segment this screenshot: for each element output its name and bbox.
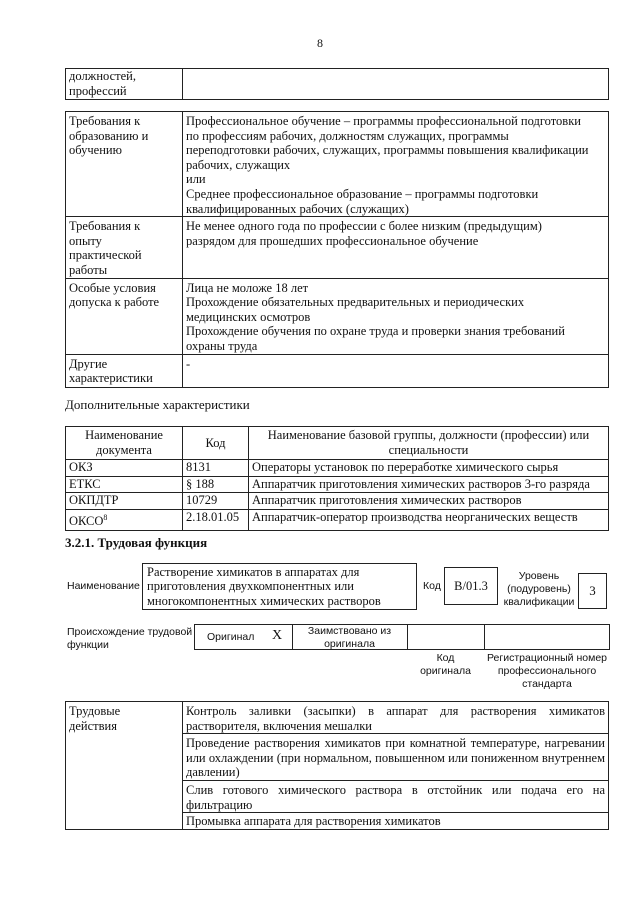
- labor-function-heading: 3.2.1. Трудовая функция: [65, 535, 208, 550]
- row-label-line: Требования к: [69, 114, 141, 128]
- labor-action-item: Слив готового химического раствора в отстойник или подача его на фильтрацию: [183, 781, 609, 813]
- row-label-line: Другие: [69, 356, 108, 371]
- original-mark: X: [272, 628, 283, 643]
- row-value: [183, 278, 609, 354]
- row-label: [66, 69, 183, 100]
- row-label-line: обучению: [69, 143, 122, 158]
- row-value: [183, 112, 609, 217]
- header-line: Наименование: [85, 428, 163, 443]
- row-label-line: профессий: [69, 83, 127, 98]
- qualification-level-box: 3: [578, 573, 607, 609]
- row-label-line: должностей,: [69, 69, 136, 83]
- table-header-row: [66, 427, 609, 460]
- table-row: [66, 460, 609, 477]
- row-label-line: образованию и: [69, 128, 149, 143]
- function-name-box: [142, 563, 417, 610]
- row-label-line: работы: [69, 262, 108, 277]
- table-row: [66, 476, 609, 493]
- function-name-line: Растворение химикатов в аппаратах для: [147, 565, 360, 579]
- origin-row: [194, 624, 484, 650]
- cell-code: § 188: [183, 476, 249, 493]
- row-value: [183, 354, 609, 387]
- value-line: квалифицированных рабочих (служащих): [186, 201, 409, 216]
- registration-number-label-line: Регистрационный номер: [487, 652, 607, 664]
- table-row: [66, 354, 609, 387]
- registration-number-cell: [484, 624, 610, 650]
- cell-code: 8131: [183, 460, 249, 477]
- borrowed-label-line: оригинала: [324, 638, 375, 650]
- cell-code: 10729: [183, 493, 249, 510]
- function-name-line: приготовления двухкомпонентных или: [147, 579, 354, 594]
- requirements-table: [65, 111, 609, 388]
- row-label-line: Требования к: [69, 219, 141, 234]
- borrowed-cell: [292, 625, 408, 649]
- value-line: Не менее одного года по профессии с более низким (предыдущим): [186, 219, 542, 234]
- table-row: [66, 69, 609, 100]
- origin-label: [67, 626, 192, 652]
- original-label: Оригинал: [207, 631, 255, 643]
- row-value: [183, 69, 609, 100]
- level-label-line: (подуровень): [507, 583, 571, 595]
- value-line: Среднее профессиональное образование – программы подготовки: [186, 186, 539, 201]
- column-header-document: [66, 427, 183, 460]
- borrowed-label-line: Заимствовано из: [307, 625, 392, 637]
- value-line: Лица не моложе 18 лет: [186, 280, 309, 295]
- labor-actions-table: [65, 701, 609, 830]
- original-code-label-line: Код: [436, 652, 455, 664]
- registration-number-label: [484, 652, 610, 691]
- table-row: [66, 112, 609, 217]
- column-header-code: Код: [183, 427, 249, 460]
- value-line: по профессиям рабочих, должностям служащих, программы: [186, 128, 509, 143]
- function-name-line: многокомпонентных химических растворов: [147, 593, 381, 608]
- registration-number-label-line: профессионального: [497, 665, 597, 677]
- table-row: [66, 509, 609, 530]
- row-label: [66, 112, 183, 217]
- labor-action-item: Контроль заливки (засыпки) в аппарат для растворения химикатов растворителя, включения мешалки: [183, 702, 609, 734]
- value-line: разрядом для прошедших профессиональное обучение: [186, 233, 479, 248]
- labor-action-item: Промывка аппарата для растворения химикатов: [183, 813, 609, 830]
- footnote-mark: 8: [103, 512, 108, 522]
- header-line: специальности: [388, 443, 469, 457]
- additional-characteristics-heading: Дополнительные характеристики: [65, 397, 250, 412]
- original-code-cell: [407, 625, 482, 649]
- table-row: [66, 217, 609, 278]
- additional-characteristics-table: [65, 426, 609, 531]
- value-line: Прохождение обучения по охране труда и проверки знания требований: [186, 324, 565, 339]
- value-line: Профессиональное обучение – программы профессиональной подготовки: [186, 114, 581, 128]
- value-line: медицинских осмотров: [186, 309, 311, 324]
- borrowed-label: [292, 625, 407, 651]
- row-label-line: Трудовые: [69, 704, 121, 718]
- cell-name: Операторы установок по переработке химического сырья: [249, 460, 609, 477]
- row-value: [183, 217, 609, 278]
- cell-code: 2.18.01.05: [183, 509, 249, 530]
- row-label: [66, 217, 183, 278]
- value-line: -: [186, 356, 191, 371]
- row-label-line: практической: [69, 248, 142, 263]
- table-row: [66, 278, 609, 354]
- row-label-line: допуска к работе: [69, 295, 160, 310]
- document-name: ОКСО: [69, 513, 104, 528]
- original-code-label: [408, 652, 483, 678]
- row-label-line: Особые условия: [69, 280, 156, 295]
- row-label: [66, 702, 183, 830]
- row-label-line: опыту: [69, 233, 102, 248]
- cell-name: Аппаратчик приготовления химических растворов 3-го разряда: [249, 476, 609, 493]
- value-line: охраны труда: [186, 338, 258, 353]
- code-label: Код: [423, 580, 441, 592]
- table-row: [66, 493, 609, 510]
- original-code-label-line: оригинала: [420, 665, 471, 677]
- row-label-line: характеристики: [69, 371, 153, 386]
- name-label: Наименование: [67, 580, 140, 592]
- column-header-name: [249, 427, 609, 460]
- original-cell: [195, 625, 293, 649]
- cell-name: Аппаратчик-оператор производства неорганических веществ: [249, 509, 609, 530]
- value-line: Прохождение обязательных предварительных и периодических: [186, 295, 525, 310]
- cell-document: ОКПДТР: [66, 493, 183, 510]
- origin-label-line: функции: [67, 639, 109, 651]
- previous-table-fragment: [65, 68, 609, 100]
- table-row: [66, 702, 609, 734]
- row-label-line: действия: [69, 718, 117, 733]
- header-line: документа: [96, 443, 152, 457]
- level-label-line: Уровень: [518, 570, 560, 582]
- value-line: рабочих, служащих: [186, 157, 291, 172]
- value-line: или: [186, 172, 206, 187]
- level-label-line: квалификации: [503, 596, 575, 608]
- level-label: [503, 570, 575, 609]
- cell-name: Аппаратчик приготовления химических растворов: [249, 493, 609, 510]
- value-line: переподготовки рабочих, служащих, программы повышения квалификации: [186, 143, 589, 158]
- row-label: [66, 354, 183, 387]
- cell-document: ОКЗ: [66, 460, 183, 477]
- cell-document: ЕТКС: [66, 476, 183, 493]
- header-line: Наименование базовой группы, должности (профессии) или: [267, 428, 590, 443]
- origin-label-line: Происхождение трудовой: [67, 626, 193, 638]
- registration-number-label-line: стандарта: [522, 678, 572, 690]
- labor-action-item: Проведение растворения химикатов при комнатной температуре, нагревании или охлаждении (при нормальном, повышенном или пониженном внутреннем давлении): [183, 734, 609, 781]
- row-label: [66, 278, 183, 354]
- cell-document: [66, 509, 183, 530]
- function-code-box: В/01.3: [444, 567, 498, 605]
- page-number: 8: [317, 36, 323, 50]
